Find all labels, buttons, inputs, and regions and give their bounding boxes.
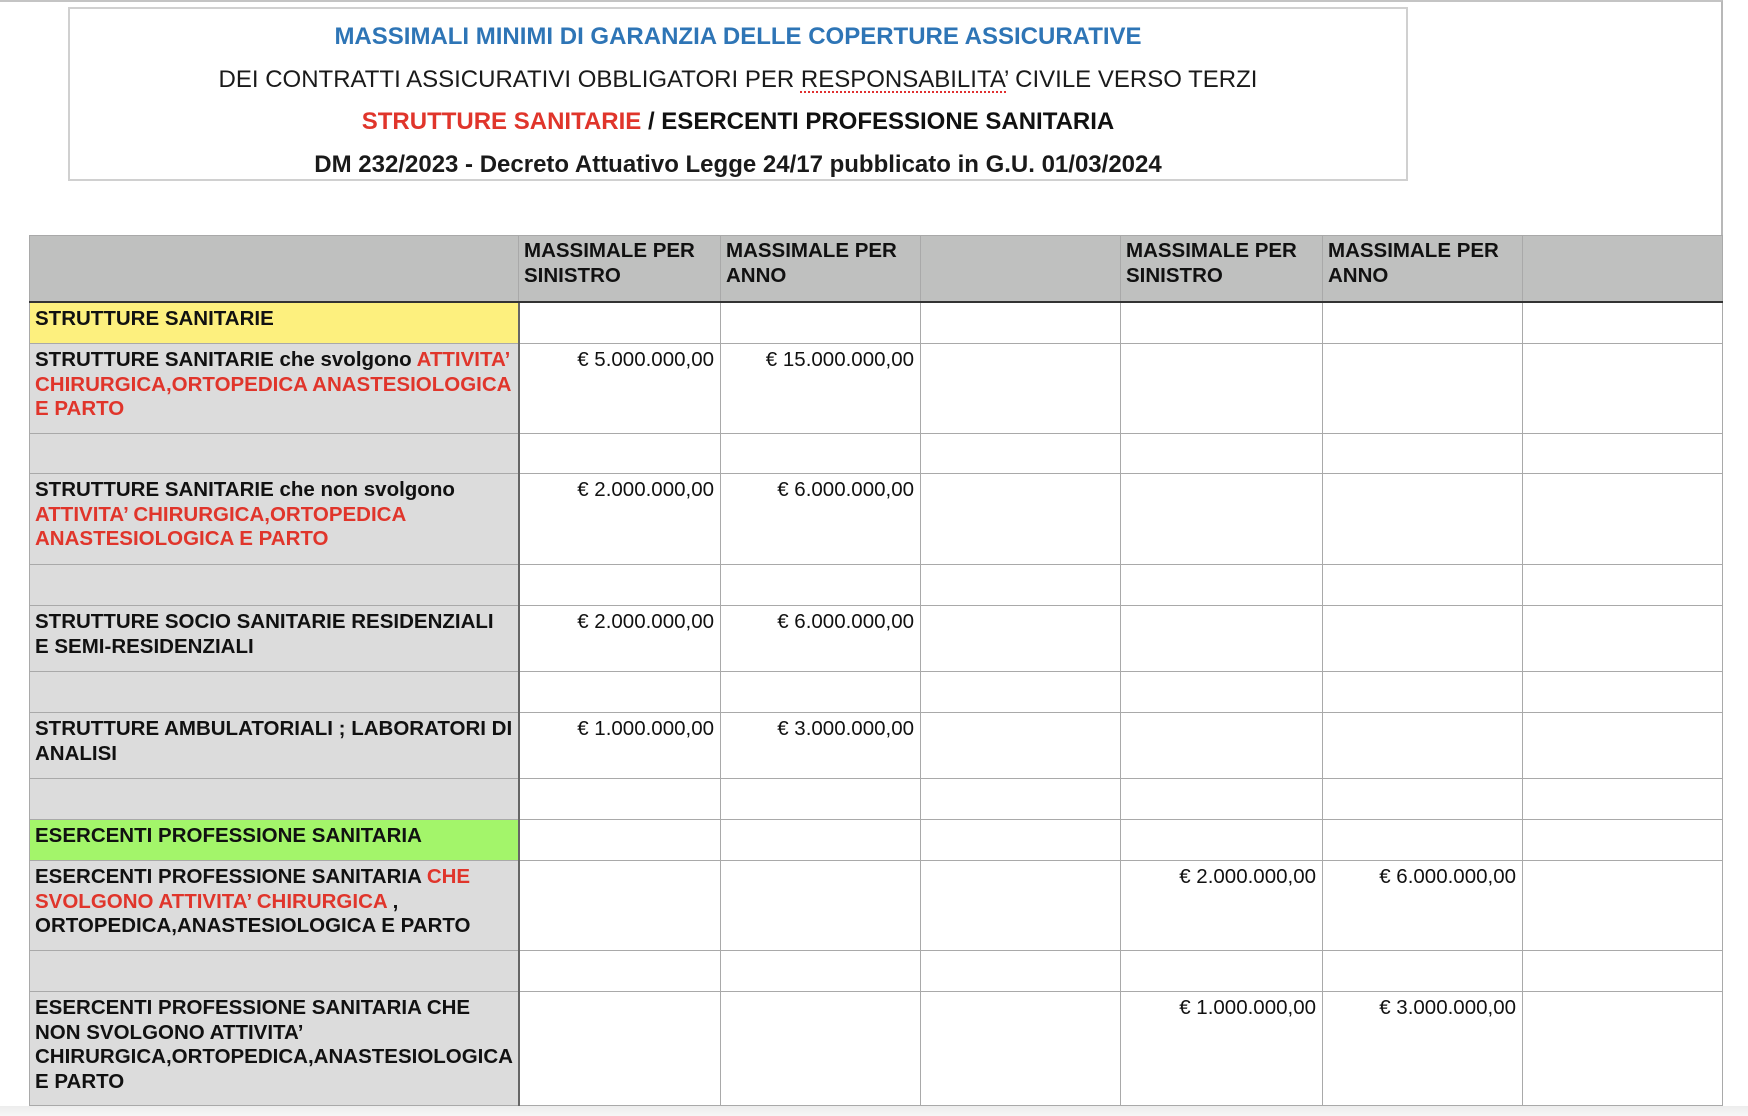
value-cell[interactable] (1121, 344, 1323, 434)
value-cell[interactable] (1323, 344, 1523, 434)
spacer-row (30, 565, 1723, 606)
header-cell-professionals-per-claim[interactable]: MASSIMALE PER SINISTRO (1121, 236, 1323, 302)
row-label-cell[interactable] (30, 861, 519, 951)
value-cell[interactable] (721, 302, 921, 344)
value-cell[interactable]: € 5.000.000,00 (519, 344, 721, 434)
value-cell[interactable] (1323, 951, 1523, 992)
window-bottom-edge (0, 1106, 1748, 1116)
title-box (68, 7, 1408, 181)
value-cell[interactable] (721, 861, 921, 951)
value-cell[interactable]: € 6.000.000,00 (721, 474, 921, 565)
table-row (30, 992, 1723, 1106)
value-cell[interactable] (1121, 820, 1323, 861)
value-cell[interactable] (1121, 474, 1323, 565)
value-cell[interactable] (1121, 951, 1323, 992)
row-label-text: STRUTTURE SANITARIE (35, 478, 280, 501)
header-cell-structures-per-claim[interactable]: MASSIMALE PER SINISTRO (519, 236, 721, 302)
row-label-cell[interactable] (30, 779, 519, 820)
header-cell-empty[interactable] (921, 236, 1121, 302)
value-cell[interactable] (1523, 779, 1723, 820)
value-cell[interactable] (519, 992, 721, 1106)
value-cell[interactable] (1523, 474, 1723, 565)
value-cell[interactable] (519, 302, 721, 344)
value-cell[interactable] (1523, 992, 1723, 1106)
value-cell[interactable] (1523, 672, 1723, 713)
value-cell[interactable]: € 15.000.000,00 (721, 344, 921, 434)
value-cell[interactable] (1323, 672, 1523, 713)
row-label-highlight: ATTIVITA’ CHIRURGICA,ORTOPEDICA ANASTESIOLOGICA E PARTO (35, 502, 406, 550)
value-cell[interactable] (1323, 779, 1523, 820)
value-cell[interactable]: € 2.000.000,00 (519, 474, 721, 565)
value-cell[interactable] (519, 779, 721, 820)
value-cell[interactable] (921, 951, 1121, 992)
value-cell[interactable] (721, 779, 921, 820)
section-label: STRUTTURE SANITARIE (35, 306, 274, 330)
row-label-text: ESERCENTI PROFESSIONE SANITARIA CHE NON SVOLGONO ATTIVITA’ CHIRURGICA,ORTOPEDICA,ANASTESIOLOGICA E PARTO (35, 996, 513, 1093)
section-label-cell[interactable] (30, 302, 519, 344)
row-label-cell[interactable] (30, 713, 519, 779)
value-cell[interactable] (519, 565, 721, 606)
row-label-text: STRUTTURE SOCIO SANITARIE RESIDENZIALI E SEMI-RESIDENZIALI (35, 610, 494, 658)
row-label-cell[interactable] (30, 951, 519, 992)
value-cell[interactable] (921, 992, 1121, 1106)
value-cell[interactable] (721, 434, 921, 474)
value-cell[interactable] (1121, 672, 1323, 713)
value-cell[interactable] (1523, 820, 1723, 861)
row-label-cell[interactable] (30, 434, 519, 474)
value-cell[interactable] (921, 672, 1121, 713)
value-cell[interactable]: € 6.000.000,00 (721, 606, 921, 672)
row-label-text: che non svolgono (279, 478, 455, 501)
table-row (30, 861, 1723, 951)
row-label-highlight: ATTIVITA’ CHIRURGICA,ORTOPEDICA ANASTESIOLOGICA E PARTO (35, 348, 511, 420)
value-cell[interactable] (519, 434, 721, 474)
value-cell[interactable] (1323, 713, 1523, 779)
row-label-text: che svolgono (279, 348, 417, 371)
value-cell[interactable] (1323, 474, 1523, 565)
document-scope (70, 108, 1406, 136)
section-label-cell[interactable] (30, 820, 519, 861)
value-cell[interactable] (921, 779, 1121, 820)
section-label: ESERCENTI PROFESSIONE SANITARIA (35, 824, 422, 847)
value-cell[interactable] (1121, 434, 1323, 474)
value-cell[interactable] (1121, 713, 1323, 779)
row-label-highlight: CHE SVOLGONO ATTIVITA’ CHIRURGICA (35, 865, 471, 913)
value-cell[interactable] (1121, 565, 1323, 606)
spellcheck-flagged-word[interactable]: RESPONSABILITA’ (800, 66, 1009, 93)
row-label-text: , ORTOPEDICA,ANASTESIOLOGICA E PARTO (35, 889, 471, 937)
value-cell[interactable] (721, 565, 921, 606)
value-cell[interactable] (921, 302, 1121, 344)
header-cell-label[interactable] (30, 236, 519, 302)
value-cell[interactable] (921, 861, 1121, 951)
row-label-cell[interactable] (30, 474, 519, 565)
row-label-text: STRUTTURE SANITARIE (35, 348, 280, 371)
section-row (30, 302, 1723, 344)
value-cell[interactable] (519, 672, 721, 713)
header-cell-structures-per-year[interactable]: MASSIMALE PER ANNO (721, 236, 921, 302)
row-label-text: ESERCENTI PROFESSIONE SANITARIA (35, 865, 427, 888)
spacer-row (30, 672, 1723, 713)
value-cell[interactable]: € 2.000.000,00 (1121, 861, 1323, 951)
value-cell[interactable] (721, 820, 921, 861)
value-cell[interactable] (1523, 434, 1723, 474)
value-cell[interactable] (921, 344, 1121, 434)
value-cell[interactable]: € 3.000.000,00 (721, 713, 921, 779)
row-label-cell[interactable] (30, 992, 519, 1106)
document-reference: DM 232/2023 - Decreto Attuativo Legge 24/17 pubblicato in G.U. 01/03/2024 (314, 151, 1162, 178)
subtitle-text-after: CIVILE VERSO TERZI (1008, 66, 1258, 93)
table-row (30, 344, 1723, 434)
value-cell[interactable] (921, 434, 1121, 474)
value-cell[interactable] (921, 474, 1121, 565)
value-cell[interactable] (1523, 951, 1723, 992)
value-cell[interactable] (519, 951, 721, 992)
value-cell[interactable]: € 6.000.000,00 (1323, 861, 1523, 951)
value-cell[interactable] (721, 672, 921, 713)
value-cell[interactable]: € 1.000.000,00 (519, 713, 721, 779)
value-cell[interactable] (1323, 434, 1523, 474)
value-cell[interactable] (1323, 606, 1523, 672)
table-row (30, 606, 1723, 672)
row-label-cell[interactable] (30, 565, 519, 606)
value-cell[interactable] (921, 820, 1121, 861)
value-cell[interactable] (921, 713, 1121, 779)
section-row (30, 820, 1723, 861)
value-cell[interactable] (721, 951, 921, 992)
value-cell[interactable] (1523, 861, 1723, 951)
value-cell[interactable] (519, 820, 721, 861)
value-cell[interactable] (1523, 606, 1723, 672)
header-cell-professionals-per-year[interactable]: MASSIMALE PER ANNO (1323, 236, 1523, 302)
header-cell-empty[interactable] (1523, 236, 1723, 302)
value-cell[interactable] (1323, 302, 1523, 344)
row-label-text: STRUTTURE AMBULATORIALI ; LABORATORI DI ANALISI (35, 717, 513, 765)
value-cell[interactable]: € 2.000.000,00 (519, 606, 721, 672)
table-row (30, 713, 1723, 779)
row-label-cell[interactable] (30, 344, 519, 434)
row-label-cell[interactable] (30, 606, 519, 672)
value-cell[interactable] (921, 565, 1121, 606)
value-cell[interactable] (519, 861, 721, 951)
coverage-table (29, 235, 1722, 1106)
document-subtitle (70, 66, 1406, 94)
subtitle-text-before: DEI CONTRATTI ASSICURATIVI OBBLIGATORI PER (218, 66, 801, 93)
value-cell[interactable]: € 3.000.000,00 (1323, 992, 1523, 1106)
row-label-cell[interactable] (30, 672, 519, 713)
document-title: MASSIMALI MINIMI DI GARANZIA DELLE COPERTURE ASSICURATIVE (334, 23, 1142, 50)
value-cell[interactable] (921, 606, 1121, 672)
value-cell[interactable] (1523, 344, 1723, 434)
table-header-row (30, 236, 1723, 302)
scope-structures: STRUTTURE SANITARIE (361, 108, 642, 135)
value-cell[interactable] (1523, 713, 1723, 779)
value-cell[interactable] (1121, 606, 1323, 672)
value-cell[interactable] (1121, 779, 1323, 820)
scope-professionals: / ESERCENTI PROFESSIONE SANITARIA (641, 108, 1115, 135)
value-cell[interactable] (1121, 302, 1323, 344)
spacer-row (30, 779, 1723, 820)
value-cell[interactable] (1323, 820, 1523, 861)
value-cell[interactable] (1323, 565, 1523, 606)
value-cell[interactable] (721, 992, 921, 1106)
spacer-row (30, 951, 1723, 992)
value-cell[interactable] (1523, 565, 1723, 606)
value-cell[interactable]: € 1.000.000,00 (1121, 992, 1323, 1106)
table-row (30, 474, 1723, 565)
spacer-row (30, 434, 1723, 474)
value-cell[interactable] (1523, 302, 1723, 344)
